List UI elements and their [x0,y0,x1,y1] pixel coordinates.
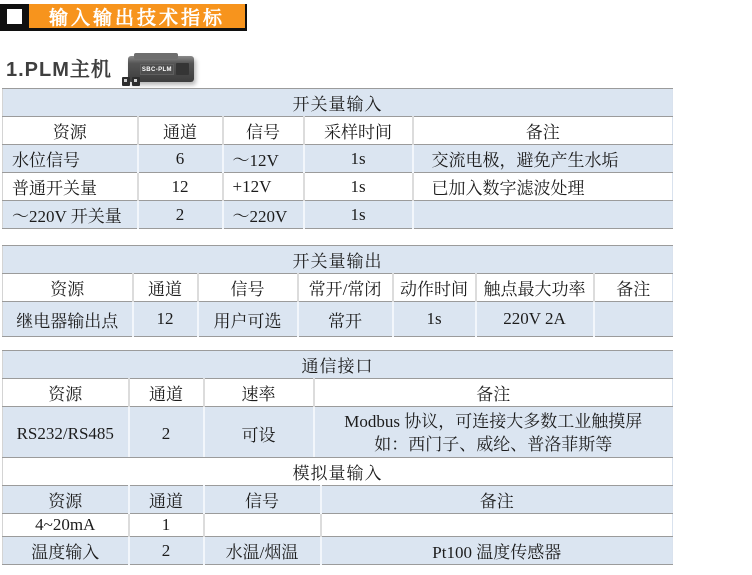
cell: 常开 [298,302,393,337]
col-header: 触点最大功率 [476,274,594,302]
col-header: 通道 [133,274,198,302]
table-row [3,302,673,337]
cell: 1s [304,173,413,201]
cell: 1 [129,514,204,537]
table-switch-output [2,245,673,337]
col-header: 资源 [3,117,138,145]
table-header-row [3,117,673,145]
section-banner [0,4,247,31]
device-connector-icon [132,77,140,86]
banner-black-block [0,4,29,28]
table-row [3,537,673,565]
table-title: 开关量输出 [3,246,673,274]
table-row [3,407,673,461]
table-title: 模拟量输入 [3,458,673,486]
cell: 温度输入 [3,537,129,565]
col-header: 常开/常闭 [298,274,393,302]
plm-device-image [128,56,194,82]
section-heading: 1.PLM主机 [6,58,112,81]
cell: 继电器输出点 [3,302,133,337]
col-header: 资源 [3,274,133,302]
col-header: 信号 [198,274,298,302]
cell: ～220V 开关量 [3,201,138,229]
col-header: 采样时间 [304,117,413,145]
cell [314,407,673,461]
device-name-label: SBC-PLM [140,64,174,75]
col-header: 动作时间 [393,274,476,302]
device-side-panel [176,63,189,75]
banner-title: 输入输出技术指标 [29,4,245,28]
cell: 12 [138,173,223,201]
cell: 水温/烟温 [204,537,321,565]
cell: 用户可选 [198,302,298,337]
cell: ～12V [223,145,304,173]
device-connector-icon [122,77,130,86]
cell: 4~20mA [3,514,129,537]
table-header-row [3,379,673,407]
cell: +12V [223,173,304,201]
remark-line: Modbus 协议，可连接大多数工业触摸屏 [344,411,643,431]
col-header: 资源 [3,486,129,514]
table-title: 开关量输入 [3,89,673,117]
cell: 普通开关量 [3,173,138,201]
cell [204,514,321,537]
table-switch-input [2,88,673,229]
remark-line: 如：西门子、威纶、普洛菲斯等 [374,434,613,454]
cell [413,201,673,229]
table-row [3,173,673,201]
device-top-cap [134,53,178,59]
col-header: 备注 [413,117,673,145]
cell: 1s [393,302,476,337]
table-row [3,145,673,173]
col-header: 通道 [129,486,204,514]
col-header: 备注 [321,486,673,514]
table-title: 通信接口 [3,351,673,379]
cell: 1s [304,145,413,173]
col-header: 速率 [204,379,314,407]
section-heading-row [6,52,194,82]
col-header: 通道 [138,117,223,145]
cell: 6 [138,145,223,173]
table-analog-input [2,457,673,565]
table-row [3,514,673,537]
table-header-row [3,274,673,302]
col-header: 信号 [204,486,321,514]
cell: 2 [138,201,223,229]
col-header: 备注 [314,379,673,407]
cell: 可设 [204,407,314,461]
cell [594,302,673,337]
table-row [3,201,673,229]
cell: 交流电极，避免产生水垢 [413,145,673,173]
cell: 2 [129,537,204,565]
col-header: 信号 [223,117,304,145]
cell: ～220V [223,201,304,229]
cell: 2 [129,407,204,461]
table-comm-interface [2,350,673,461]
table-header-row [3,486,673,514]
cell [321,514,673,537]
cell: 1s [304,201,413,229]
cell: 水位信号 [3,145,138,173]
cell: 12 [133,302,198,337]
cell: RS232/RS485 [3,407,129,461]
col-header: 备注 [594,274,673,302]
cell: 220V 2A [476,302,594,337]
banner-square-icon [7,9,22,24]
col-header: 通道 [129,379,204,407]
cell: 已加入数字滤波处理 [413,173,673,201]
col-header: 资源 [3,379,129,407]
cell: Pt100 温度传感器 [321,537,673,565]
